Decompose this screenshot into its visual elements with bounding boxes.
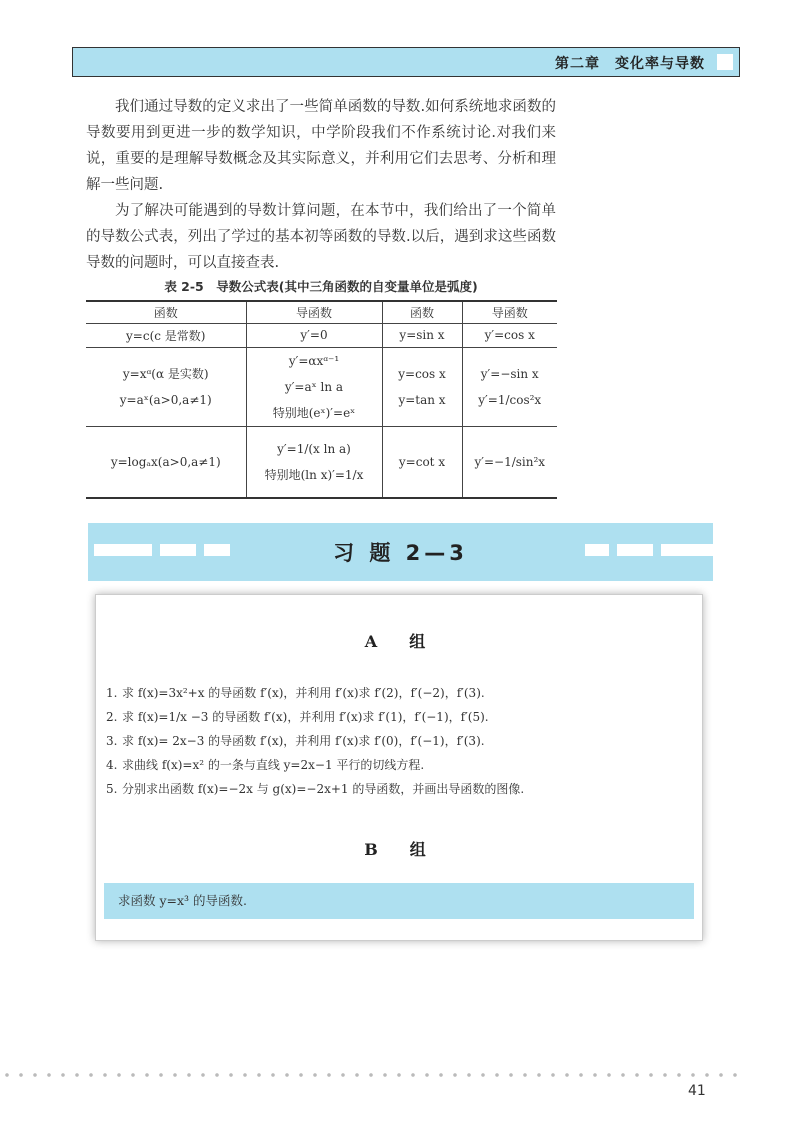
banner-bars-right [585,544,713,556]
footer-dotted-line [0,1072,745,1078]
list-item: 2. 求 f(x)=1/x −3 的导函数 f′(x)，并利用 f′(x)求 f′(1)，f′(−1)，f′(5). [106,710,489,724]
exercise-box [95,594,703,941]
cell-ln-derivative: 特别地(ln x)′=1/x [264,467,364,482]
table-row [86,347,557,426]
cell-power-function: y=xᵅ(α 是实数) [122,366,209,381]
header-derivative-2: 导函数 [462,301,557,323]
table-row [86,323,557,347]
cell-sin-function: y=sin x [382,323,462,347]
page-number: 41 [688,1083,706,1099]
list-item: 4. 求曲线 f(x)=x² 的一条与直线 y=2x−1 平行的切线方程. [106,758,425,772]
derivative-formula-table [86,300,557,499]
cell-tan-function: y=tan x [398,392,446,407]
cell-cos-derivative: y′=−sin x [480,366,539,381]
intro-paragraph-1: 我们通过导数的定义求出了一些简单函数的导数.如何系统地求函数的导数要用到更进一步的数学知识，中学阶段我们不作系统讨论.对我们来说，重要的是理解导数概念及其实际意义，并利用它们去思考、分析和理解一些问题. [86,99,556,193]
chapter-title: 第二章 变化率与导数 [555,56,705,72]
cell-constant-function: y=c(c 是常数) [126,328,206,343]
cell-cot-function: y=cot x [382,426,462,498]
list-item: 3. 求 f(x)= 2x−3 的导函数 f′(x)，并利用 f′(x)求 f′(0)，f′(−1)，f′(3). [106,734,485,748]
group-a-title: A 组 [364,632,434,651]
exercise-banner [88,523,713,581]
cell-cos-tan-derivatives [462,347,557,426]
cell-log-function: y=logₐx(a>0,a≠1) [110,454,221,469]
table-header-row [86,301,557,323]
cell-exp-derivative: y′=aˣ ln a [284,379,344,394]
group-b-item: 求函数 y=x³ 的导函数. [104,883,694,919]
cell-e-derivative: 特别地(eˣ)′=eˣ [272,405,356,420]
cell-exp-function: y=aˣ(a>0,a≠1) [119,392,212,407]
cell-power-exp-functions [86,347,246,426]
header-derivative-1: 导函数 [246,301,382,323]
cell-constant-derivative: y′=0 [246,323,382,347]
list-item: 1. 求 f(x)=3x²+x 的导函数 f′(x)，并利用 f′(x)求 f′(2)，f′(−2)，f′(3). [106,686,485,700]
cell-log-derivative: y′=1/(x ln a) [277,441,351,456]
group-a-list [106,681,696,801]
cell-power-exp-derivatives [246,347,382,426]
header-square-decoration [717,54,733,70]
table-caption: 表 2-5 导数公式表(其中三角函数的自变量单位是弧度) [164,279,478,294]
cell-log-derivatives [246,426,382,498]
chapter-header-bar [72,47,740,77]
table-row [86,426,557,498]
header-function-1: 函数 [153,305,178,320]
list-item: 5. 分别求出函数 f(x)=−2x 与 g(x)=−2x+1 的导函数，并画出导函数的图像. [106,782,525,796]
intro-paragraph-2: 为了解决可能遇到的导数计算问题，在本节中，我们给出了一个简单的导数公式表，列出了学过的基本初等函数的导数.以后，遇到求这些函数导数的问题时，可以直接查表. [86,203,556,271]
exercise-title: 习 题 2—3 [333,541,468,565]
cell-cot-derivative: y′=−1/sin²x [462,426,557,498]
cell-cos-function: y=cos x [398,366,446,381]
cell-sin-derivative: y′=cos x [462,323,557,347]
group-b-title: B 组 [364,840,434,859]
header-function-2: 函数 [382,301,462,323]
cell-tan-derivative: y′=1/cos²x [478,392,542,407]
cell-power-derivative: y′=αxᵅ⁻¹ [288,353,340,368]
cell-cos-tan-functions [382,347,462,426]
